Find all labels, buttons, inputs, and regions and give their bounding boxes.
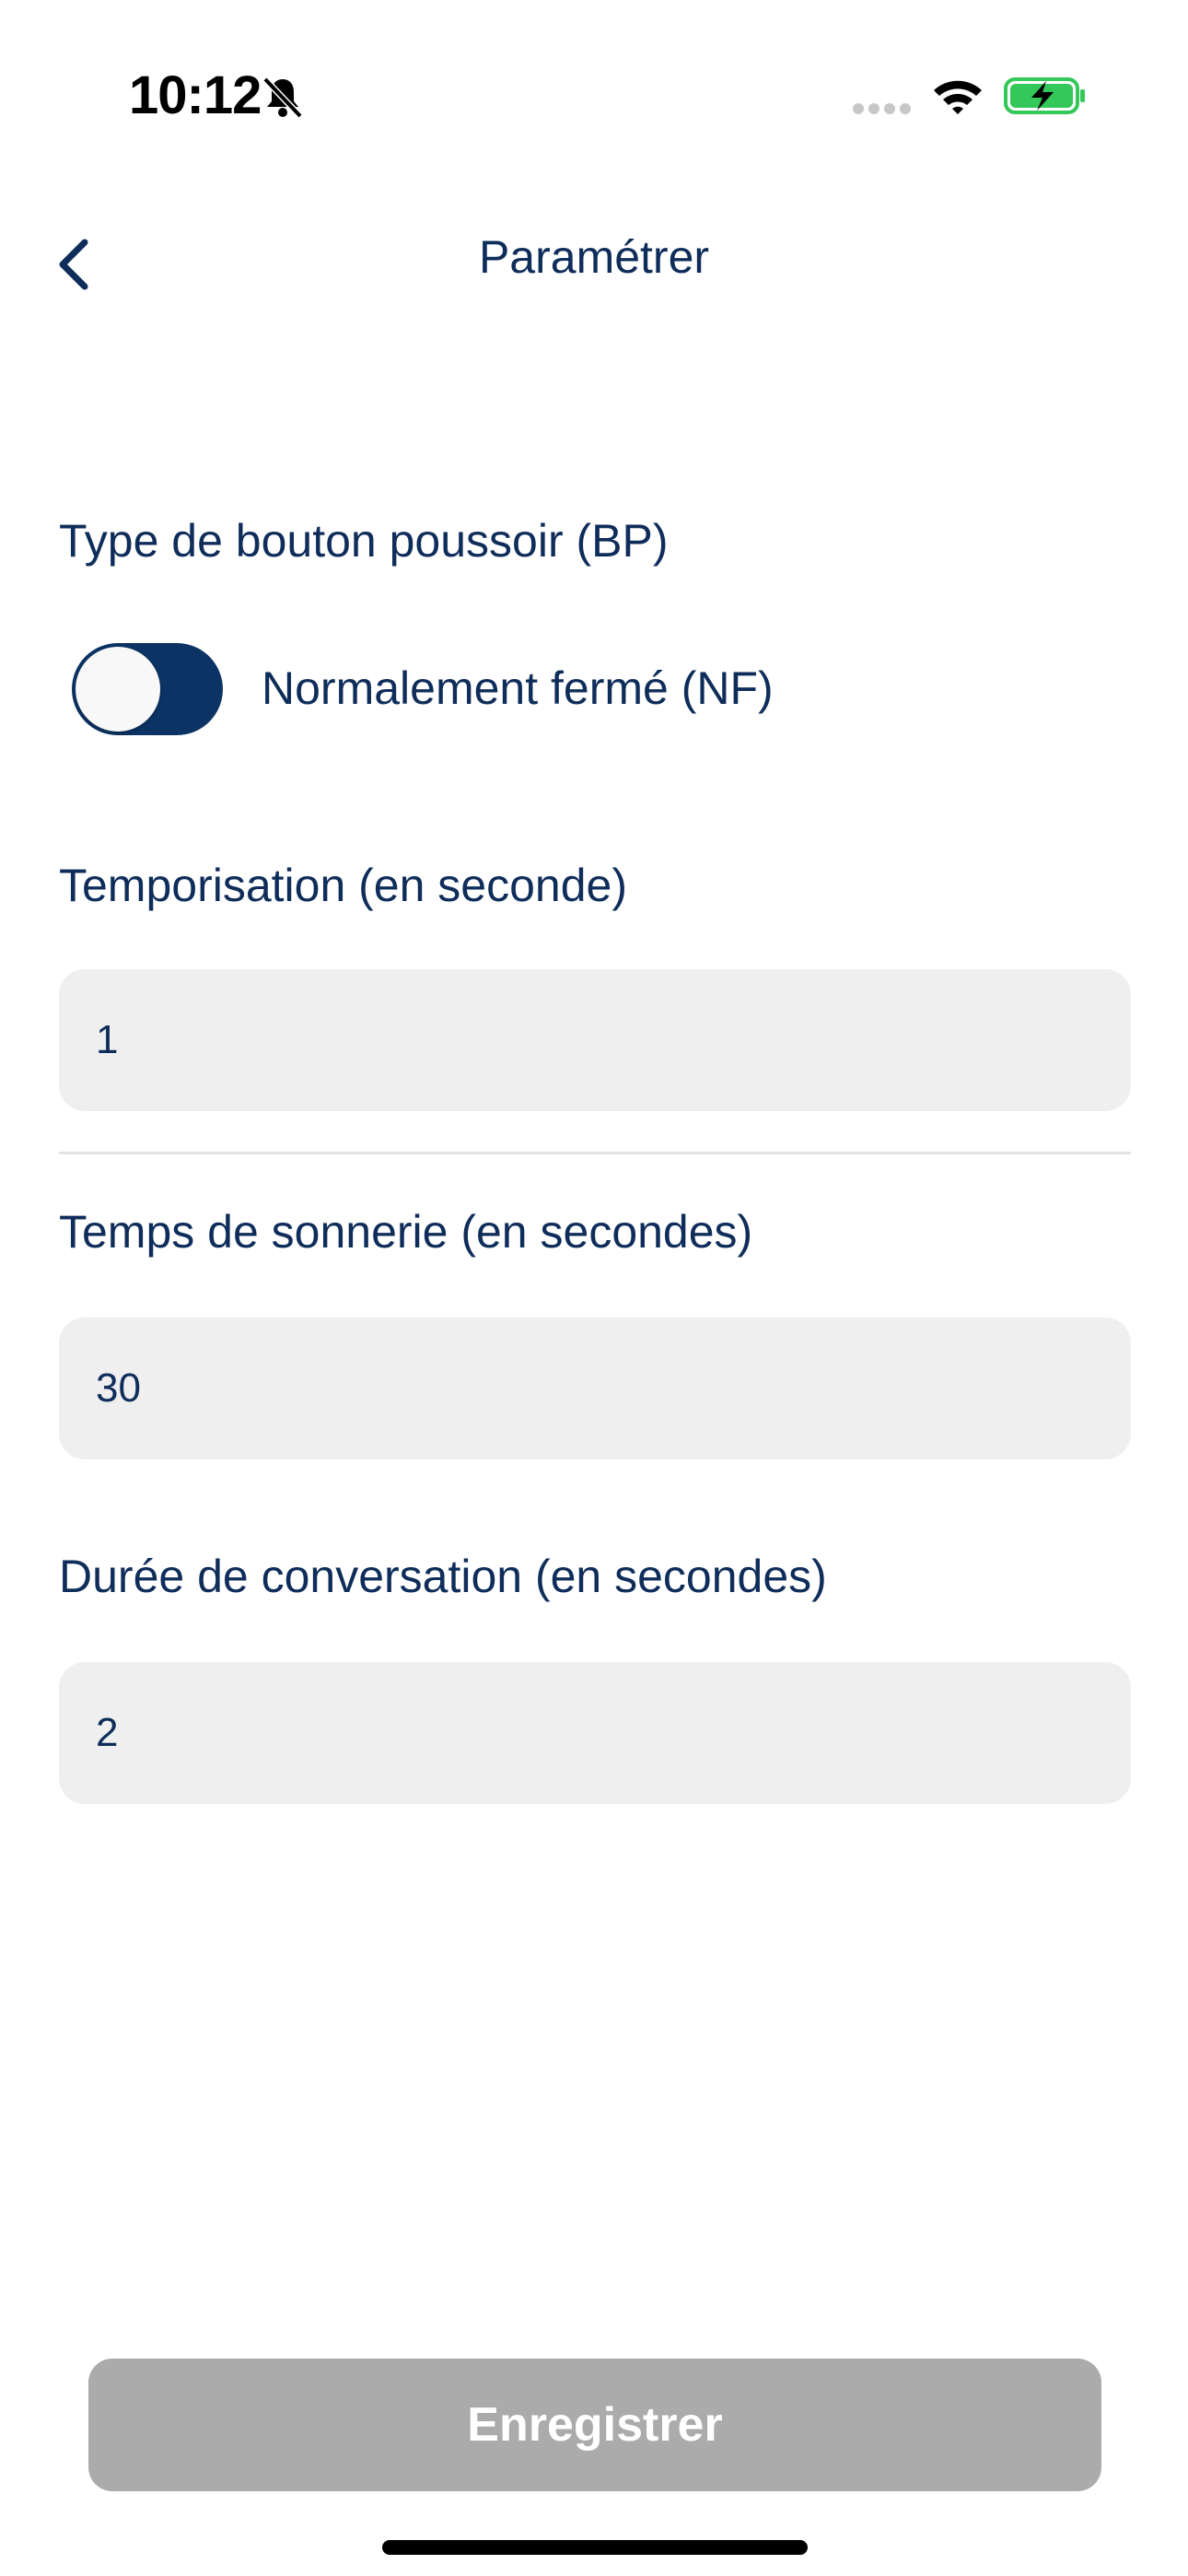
wifi-icon <box>930 76 985 116</box>
toggle-knob <box>76 647 160 732</box>
push-button-toggle[interactable] <box>72 643 223 735</box>
conversation-duration-label: Durée de conversation (en secondes) <box>59 1551 827 1602</box>
status-bar <box>0 0 1188 184</box>
status-time: 10:12 <box>129 65 262 125</box>
ring-time-label: Temps de sonnerie (en secondes) <box>59 1206 753 1258</box>
page-title: Paramétrer <box>478 231 710 283</box>
conversation-duration-input[interactable] <box>59 1662 1131 1804</box>
bell-slash-icon <box>260 74 306 120</box>
divider <box>59 1152 1131 1154</box>
save-button[interactable]: Enregistrer <box>88 2359 1101 2491</box>
battery-charging-icon <box>1004 76 1087 116</box>
ring-time-input[interactable] <box>59 1317 1131 1459</box>
delay-label: Temporisation (en seconde) <box>59 860 627 911</box>
push-button-type-label: Type de bouton poussoir (BP) <box>59 515 669 567</box>
toggle-label: Normalement fermé (NF) <box>262 662 774 714</box>
signal-icon <box>852 101 913 116</box>
delay-input[interactable] <box>59 969 1131 1111</box>
home-indicator <box>382 2540 808 2555</box>
